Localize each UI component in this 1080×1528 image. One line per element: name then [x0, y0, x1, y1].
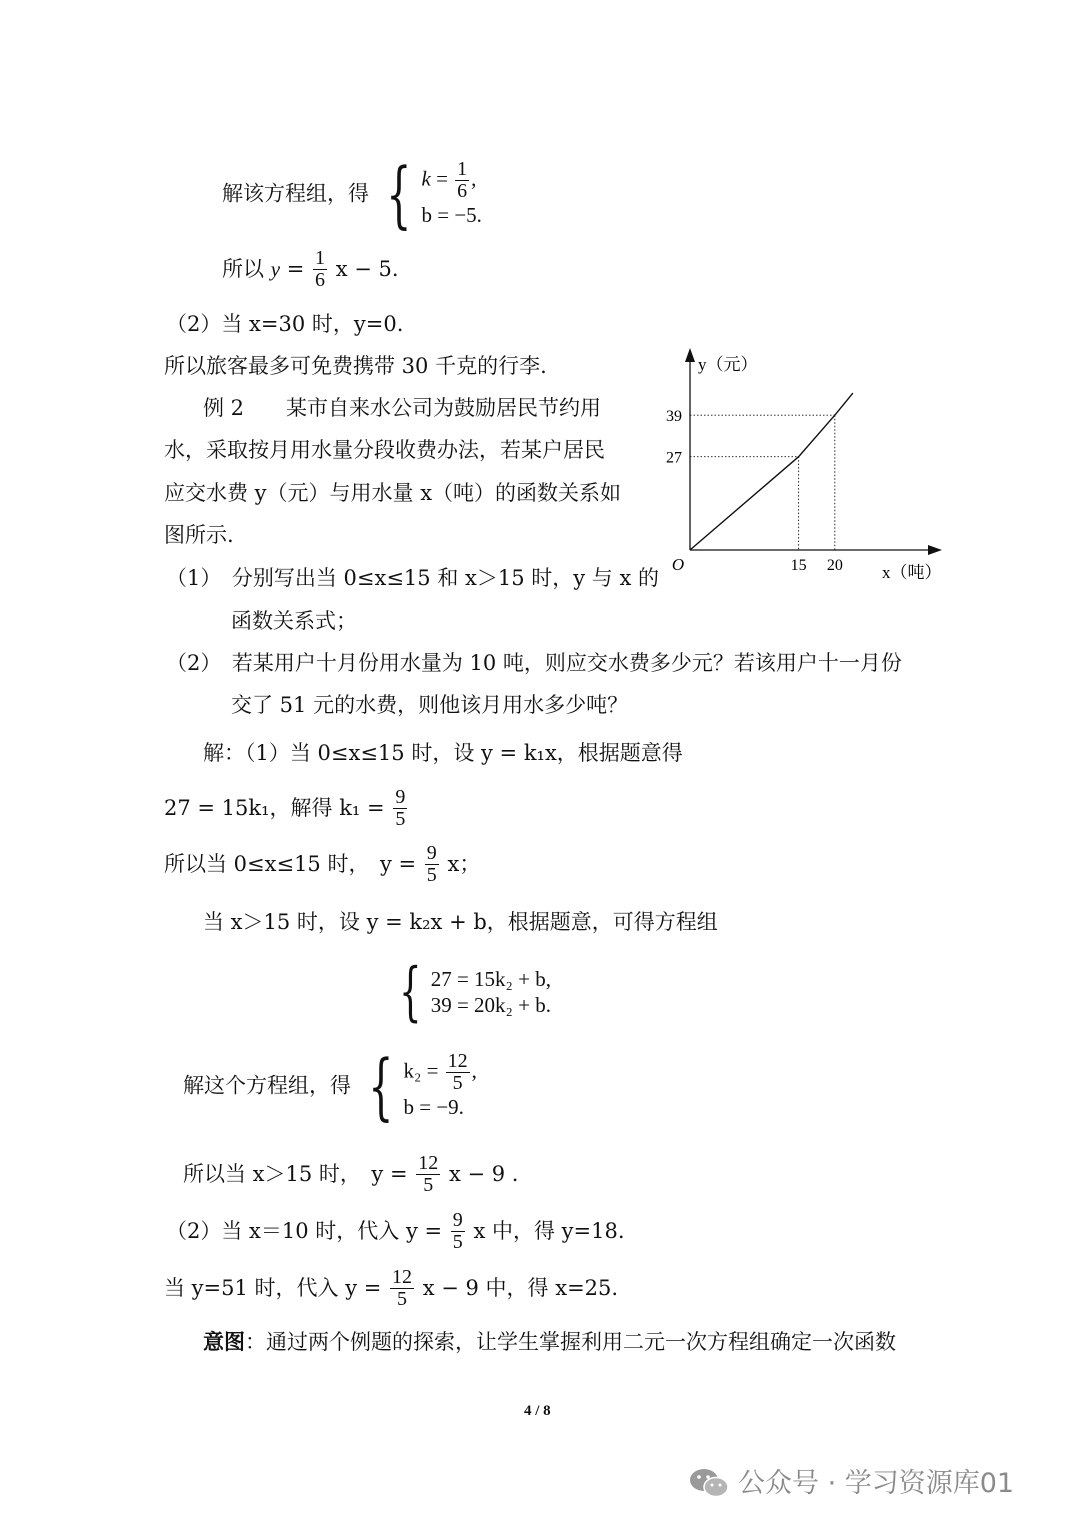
sys1-k-den: 6	[457, 180, 468, 203]
sol7-num: 12	[392, 1266, 413, 1288]
example2-line4: 图所示.	[164, 523, 234, 547]
question2-line2: 交了 51 元的水费，则他该月用水多少吨？	[231, 693, 629, 717]
sol6-den: 5	[452, 1231, 463, 1253]
example2-line2: 水，采取按月用水量分段收费办法，若某户居民	[164, 438, 605, 462]
example2-line1: 例 2 某市自来水公司为鼓励居民节约用	[203, 396, 602, 420]
watermark	[688, 1466, 1014, 1500]
sys1-k-num: 1	[457, 158, 468, 181]
fee-series-line	[690, 393, 853, 550]
wechat-icon	[688, 1466, 730, 1500]
solve1-text: 解该方程组，得	[222, 181, 369, 206]
sol6-text: （2）当 x＝10 时，代入 y =	[166, 1219, 443, 1243]
water-fee-chart	[650, 340, 950, 590]
solve-system-3: 解这个方程组，得 { k₂ = $\frac{12}{5}$ , b = −9.	[183, 1044, 477, 1128]
solve-system-1: 解该方程组，得 { k = $\frac{1}{6}$ , b = −5.	[222, 152, 482, 236]
sys2-line2: 39 = 20k₂ + b.	[430, 993, 551, 1017]
sol5-text: 所以当 x＞15 时， y =	[183, 1162, 408, 1186]
origin-label: O	[671, 555, 685, 574]
sys1-k-lhs: k	[421, 166, 431, 191]
sys3-b: b = −9.	[403, 1095, 464, 1120]
equation-system-2	[390, 955, 551, 1029]
sys2-line1: 27 = 15k₂ + b,	[430, 966, 551, 991]
sol2-den: 5	[395, 808, 406, 830]
x-tick-label: 20	[826, 557, 843, 574]
brace-icon: {	[367, 1044, 394, 1128]
question1-line1: （1） 分别写出当 0≤x≤15 和 x＞15 时，y 与 x 的	[166, 566, 659, 590]
soyy-num: 1	[315, 247, 325, 269]
brace-icon: {	[399, 955, 422, 1029]
soyy-tail: x − 5.	[335, 257, 399, 281]
part2-line: （2）当 x=30 时，y=0.	[166, 312, 404, 336]
sol3-num: 9	[426, 842, 437, 864]
solution-line5	[183, 1153, 518, 1196]
result-line-1: 所以 y = $\frac{1}{6}$ x − 5.	[222, 247, 399, 291]
sol7-text: 当 y=51 时，代入 y =	[164, 1276, 382, 1300]
sol7-tail: x − 9 中，得 x=25.	[422, 1276, 619, 1300]
y-tick-label: 27	[666, 449, 682, 467]
sol2-num: 9	[395, 786, 406, 808]
soyy-den: 6	[315, 269, 325, 291]
sol3-den: 5	[426, 864, 437, 886]
sol5-num: 12	[418, 1152, 439, 1174]
sol6-num: 9	[452, 1209, 463, 1231]
solution-line3	[164, 843, 480, 886]
solution-line4: 当 x＞15 时，设 y = k₂x + b，根据题意，可得方程组	[203, 910, 718, 934]
question1-line2: 函数关系式；	[231, 609, 357, 633]
solution-line7	[164, 1267, 618, 1310]
solution-line1: 解：（1）当 0≤x≤15 时，设 y = k₁x，根据题意得	[203, 741, 683, 765]
example2-line3: 应交水费 y（元）与用水量 x（吨）的函数关系如	[164, 481, 622, 505]
solve2-text: 解这个方程组，得	[183, 1073, 351, 1098]
intent-line	[203, 1331, 896, 1353]
intent-text: ：通过两个例题的探索，让学生掌握利用二元一次方程组确定一次函数	[245, 1330, 896, 1354]
brace-icon: {	[385, 152, 412, 236]
x-axis-arrow-icon	[928, 545, 942, 555]
sol5-den: 5	[423, 1174, 434, 1196]
y-tick-label: 39	[666, 408, 682, 426]
solution-line2	[164, 787, 409, 830]
question2-line1: （2） 若某用户十月份用水量为 10 吨，则应交水费多少元？若该用户十一月份	[166, 651, 902, 675]
y-axis-arrow-icon	[685, 348, 695, 362]
sol2-text: 27 = 15k₁，解得 k₁ =	[164, 796, 385, 820]
page-number: 4 / 8	[524, 1403, 551, 1419]
sys3-num: 12	[447, 1050, 468, 1073]
sol3-tail: x；	[447, 852, 481, 876]
sol3-text: 所以当 0≤x≤15 时， y =	[164, 852, 417, 876]
soyy-prefix: 所以	[222, 257, 264, 281]
sys3-den: 5	[452, 1072, 463, 1095]
watermark-text: 公众号 · 学习资源库01	[738, 1467, 1015, 1499]
x-tick-label: 15	[790, 557, 807, 574]
intent-label: 意图	[203, 1329, 245, 1354]
sol7-den: 5	[397, 1288, 408, 1310]
sys3-k-lhs: k₂ =	[403, 1058, 439, 1083]
sys1-b: b = −5.	[421, 203, 482, 228]
sol5-tail: x − 9 .	[448, 1162, 519, 1186]
y-axis-label: y（元）	[698, 355, 758, 374]
sol6-tail: x 中，得 y=18.	[473, 1219, 625, 1243]
solution-line6	[166, 1210, 625, 1253]
conclusion-line: 所以旅客最多可免费携带 30 千克的行李.	[164, 354, 547, 378]
x-axis-label: x（吨）	[882, 563, 942, 582]
